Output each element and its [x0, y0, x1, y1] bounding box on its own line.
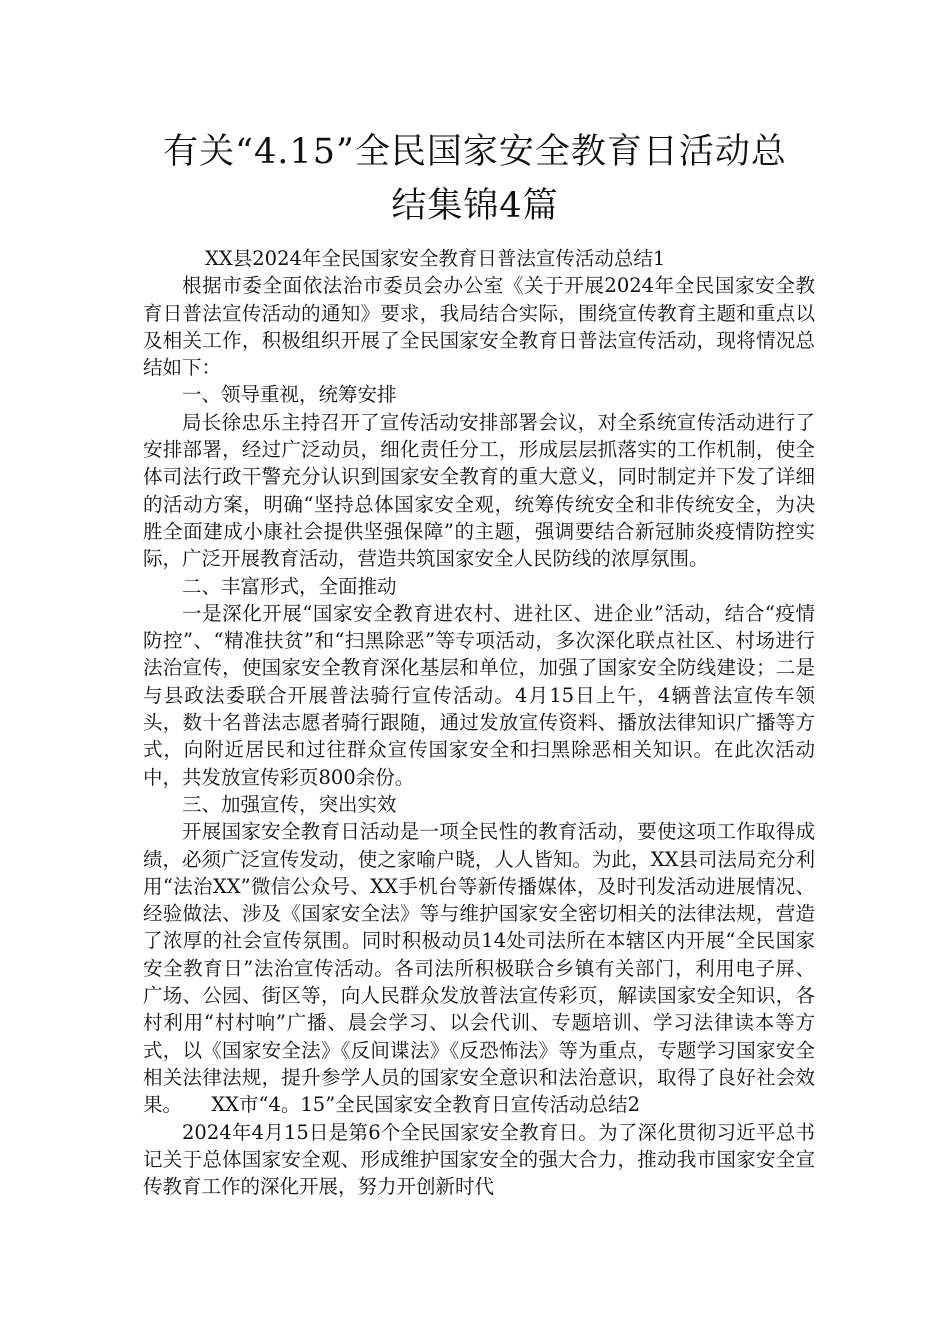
paragraph-1: 局长徐忠乐主持召开了宣传活动安排部署会议，对全系统宣传活动进行了安排部署，经过广泛动员，细化责任分工，形成层层抓落实的工作机制，使全体司法行政干警充分认识到国家安全教育的重大意义，同时制定并下发了详细的活动方案，明确“坚持总体国家安全观，统筹传统安全和非传统安全，为决胜全面建成小康社会提供坚强保障”的主题，强调要结合新冠肺炎疫情防控实际，广泛开展教育活动，营造共筑国家安全人民防线的浓厚氛围。 — [143, 410, 815, 571]
paragraph-3: 开展国家安全教育日活动是一项全民性的教育活动，要使这项工作取得成绩，必须广泛宣传发动，使之家喻户晓，人人皆知。为此，XX县司法局充分利用“法治XX”微信公众号、XX手机台等新传播媒体，及时刊发活动进展情况、经验做法、涉及《国家安全法》等与维护国家安全密切相关的法律法规，营造了浓厚的社会宣传氛围。同时积极动员14处司法所在本辖区内开展“全民国家安全教育日”法治宣传活动。各司法所积极联合乡镇有关部门，利用电子屏、广场、公园、街区等，向人民群众发放普法宣传彩页，解读国家安全知识，各村利用“村村响”广播、晨会学习、以会代训、专题培训、学习法律读本等方式，以《国家安全法》《反间谍法》《反恐怖法》等为重点，专题学习国家安全相关法律法规，提升参学人员的国家安全意识和法治意识，取得了良好社会效果。 XX市“4。15”全民国家安全教育日宣传活动总结2 — [143, 820, 815, 1117]
heading-1: 一、领导重视，统筹安排 — [182, 383, 397, 407]
heading-2: 二、丰富形式，全面推动 — [182, 574, 397, 598]
title-line-2: 结集锦4篇 — [391, 186, 559, 226]
document-body — [143, 245, 815, 1200]
paragraph-intro: 根据市委全面依法治市委员会办公室《关于开展2024年全民国家安全教育日普法宣传活动的通知》要求，我局结合实际，围绕宣传教育主题和重点以及相关工作，积极组织开展了全民国家安全教育日普法宣传活动，现将情况总结如下： — [143, 274, 815, 380]
heading-3: 三、加强宣传，突出实效 — [182, 792, 397, 816]
paragraph-4: 2024年4月15日是第6个全民国家安全教育日。为了深化贯彻习近平总书记关于总体国家安全观、形成维护国家安全的强大合力，推动我市国家安全宣传教育工作的深化开展，努力开创新时代 — [143, 1120, 815, 1199]
paragraph-2: 一是深化开展“国家安全教育进农村、进社区、进企业”活动，结合“疫情防控”、“精准扶贫”和“扫黑除恶”等专项活动，多次深化联点社区、村场进行法治宣传，使国家安全教育深化基层和单位，加强了国家安全防线建设；二是与县政法委联合开展普法骑行宣传活动。4月15日上午，4辆普法宣传车领头，数十名普法志愿者骑行跟随，通过发放宣传资料、播放法律知识广播等方式，向附近居民和过往群众宣传国家安全和扫黑除恶相关知识。在此次活动中，共发放宣传彩页800余份。 — [143, 601, 815, 789]
document-title — [140, 125, 810, 233]
section-subtitle: XX县2024年全民国家安全教育日普法宣传活动总结1 — [205, 247, 666, 270]
title-line-1: 有关“4.15”全民国家安全教育日活动总 — [163, 132, 787, 172]
